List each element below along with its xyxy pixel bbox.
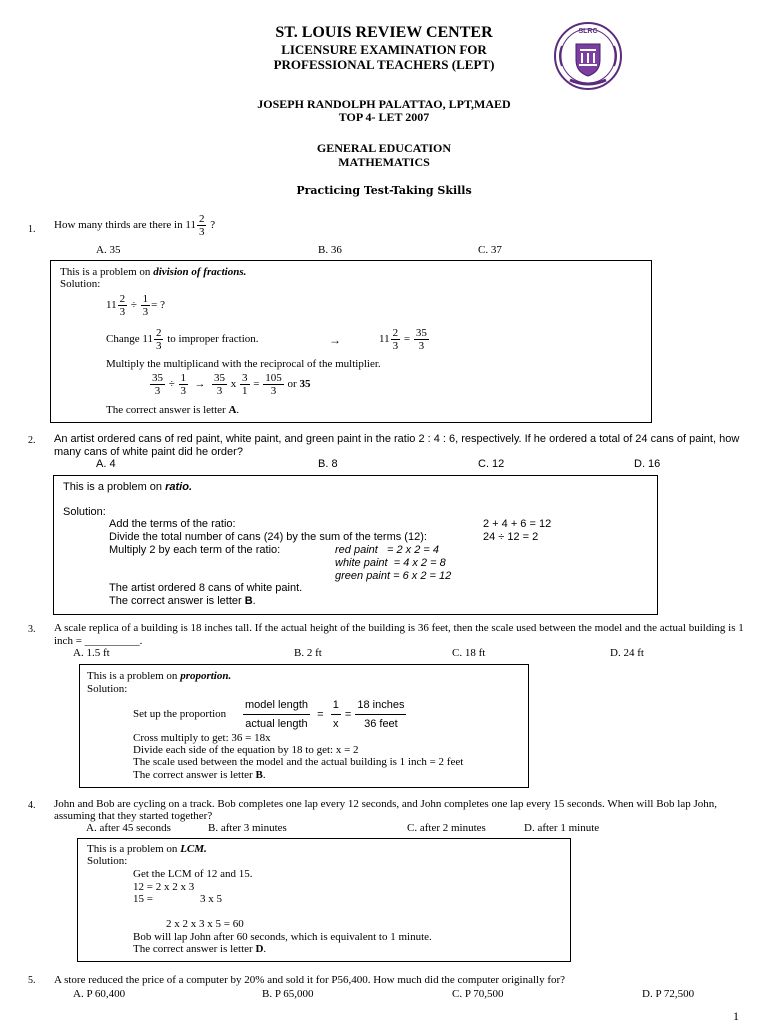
solution-4-label: Solution: (87, 855, 128, 867)
solution-1-multiply: Multiply the multiplicand with the reciprocal of the multiplier. (106, 358, 381, 370)
solution-1-expression: 11 $\frac{2}{3}$ ÷ $\frac{1}{3}$ = ? (106, 293, 165, 318)
solution-2-green: green paint = 6 x 2 = 12 (335, 570, 452, 582)
center-name: ST. LOUIS REVIEW CENTER (275, 24, 493, 41)
solution-4-line-3: 15 = (133, 893, 153, 905)
header-subtitle-1: LICENSURE EXAMINATION FOR (281, 42, 487, 57)
arrow-icon: → (194, 378, 206, 391)
question-5-text: A store reduced the price of a computer by 20% and sold it for P56,400. How much did the computer originally for? (54, 974, 566, 986)
slrc-logo (552, 20, 624, 92)
solution-1-improper: 11 $\frac{2}{3}$ = $\frac{35}{3}$ (379, 327, 427, 352)
question-5-option-c: C. P 70,500 (452, 988, 504, 1000)
fraction: $\frac{2}{3}$ (198, 213, 205, 238)
solution-1-change: Change 11 $\frac{2}{3}$ to improper fraction. (106, 327, 259, 352)
solution-2-red: red paint = 2 x 2 = 4 (335, 544, 439, 556)
solution-2-step-1-value: 2 + 4 + 6 = 12 (483, 518, 552, 530)
subject-line-2: MATHEMATICS (338, 155, 430, 169)
solution-3-intro: This is a problem on proportion. (87, 670, 232, 682)
solution-1-computation: $\frac{35}{3}$ ÷ $\frac{1}{3}$ → $\frac{35}{3}$ x $\frac{3}{1}$ = $\frac{105}{3}$ or 35 (152, 372, 311, 397)
solution-2-step-2: Divide the total number of cans (24) by the sum of the terms (12): (109, 531, 427, 543)
solution-3-answer: The correct answer is letter B. (133, 769, 266, 781)
question-3-option-d: D. 24 ft (610, 647, 644, 659)
question-3-option-b: B. 2 ft (294, 647, 322, 659)
solution-box-1 (50, 260, 652, 423)
solution-2-step-2-value: 24 ÷ 12 = 2 (483, 531, 539, 543)
question-2-text: An artist ordered cans of red paint, white paint, and green paint in the ratio 2 : 4 : 6, respectively. If he ordered a total of 24 cans of paint, how many cans of white paint did he order? (54, 433, 740, 458)
solution-2-answer: The correct answer is letter B. (109, 595, 256, 607)
question-2-option-d: D. 16 (634, 458, 661, 470)
question-4-number: 4. (28, 800, 36, 811)
solution-1-answer: The correct answer is letter A. (106, 404, 240, 416)
question-1-option-a: A. 35 (96, 244, 121, 256)
solution-4-line-4: 2 x 2 x 3 x 5 = 60 (166, 918, 244, 930)
arrow-icon: → (329, 333, 341, 347)
solution-box-3 (79, 664, 529, 788)
question-2-number: 2. (28, 435, 36, 446)
question-2-option-b: B. 8 (318, 458, 338, 470)
question-1-option-b: B. 36 (318, 244, 342, 256)
question-5-option-d: D. P 72,500 (642, 988, 695, 1000)
solution-box-2 (53, 475, 658, 615)
question-4-option-c: C. after 2 minutes (407, 822, 486, 834)
question-2-option-c: C. 12 (478, 458, 505, 470)
solution-3-setup: Set up the proportion (133, 708, 227, 720)
proportion-equation: $\frac{\text{model length}}{\text{actual length}}$ = $\frac{1}{x}$ = $\frac{\text{18 inches}}{\text{36 feet}}$ (242, 696, 407, 733)
solution-1-intro: This is a problem on division of fractions. (60, 266, 247, 278)
section-title: Practicing Test-Taking Skills (296, 184, 472, 197)
header-subtitle-2: PROFESSIONAL TEACHERS (LEPT) (273, 57, 495, 72)
question-1-text: How many thirds are there in 11 $\frac{2}{3}$ ? (54, 213, 216, 238)
question-3-number: 3. (28, 624, 36, 635)
solution-1-label: Solution: (60, 278, 101, 290)
solution-4-line-1: Get the LCM of 12 and 15. (133, 868, 253, 880)
question-5-option-b: B. P 65,000 (262, 988, 314, 1000)
question-4-option-b: B. after 3 minutes (208, 822, 287, 834)
author-rank: TOP 4- LET 2007 (338, 110, 430, 124)
question-5-option-a: A. P 60,400 (73, 988, 126, 1000)
solution-3-divide: Divide each side of the equation by 18 to get: x = 2 (133, 744, 359, 756)
question-4-text: John and Bob are cycling on a track. Bob completes one lap every 12 seconds, and John completes one lap every 15 seconds. When will Bob lap John, assuming that they started together? (54, 798, 717, 822)
solution-4-answer: The correct answer is letter D. (133, 943, 267, 955)
question-4-option-d: D. after 1 minute (524, 822, 600, 834)
question-1-number: 1. (28, 224, 36, 235)
solution-4-intro: This is a problem on LCM. (87, 843, 207, 855)
solution-4-line-5: Bob will lap John after 60 seconds, which is equivalent to 1 minute. (133, 931, 432, 943)
question-3-text: A scale replica of a building is 18 inches tall. If the actual height of the building is 36 feet, then the scale used between the model and the actual building is 1 inch = __________. (54, 622, 744, 647)
solution-2-label: Solution: (63, 506, 106, 518)
solution-2-white: white paint = 4 x 2 = 8 (335, 557, 446, 569)
question-3-option-a: A. 1.5 ft (73, 647, 110, 659)
solution-box-4 (77, 838, 571, 962)
question-3-option-c: C. 18 ft (452, 647, 486, 659)
question-1-option-c: C. 37 (478, 244, 502, 256)
author-name: JOSEPH RANDOLPH PALATTAO, LPT,MAED (257, 97, 511, 111)
solution-2-conclusion: The artist ordered 8 cans of white paint. (109, 582, 303, 594)
solution-2-step-1: Add the terms of the ratio: (109, 518, 236, 530)
question-5-number: 5. (28, 975, 36, 986)
solution-3-cross: Cross multiply to get: 36 = 18x (133, 732, 271, 744)
solution-2-intro: This is a problem on ratio. (63, 481, 193, 493)
subject-line-1: GENERAL EDUCATION (316, 141, 452, 155)
solution-4-line-2: 12 = 2 x 2 x 3 (133, 881, 195, 893)
solution-3-scale: The scale used between the model and the actual building is 1 inch = 2 feet (133, 756, 464, 768)
page-number: 1 (733, 1009, 739, 1023)
solution-2-step-3: Multiply 2 by each term of the ratio: (109, 544, 281, 556)
solution-3-label: Solution: (87, 683, 128, 695)
question-2-option-a: A. 4 (96, 458, 116, 470)
question-4-option-a: A. after 45 seconds (86, 822, 171, 834)
solution-4-line-3b: 3 x 5 (200, 893, 222, 905)
logo-text: SLRC (578, 28, 598, 35)
